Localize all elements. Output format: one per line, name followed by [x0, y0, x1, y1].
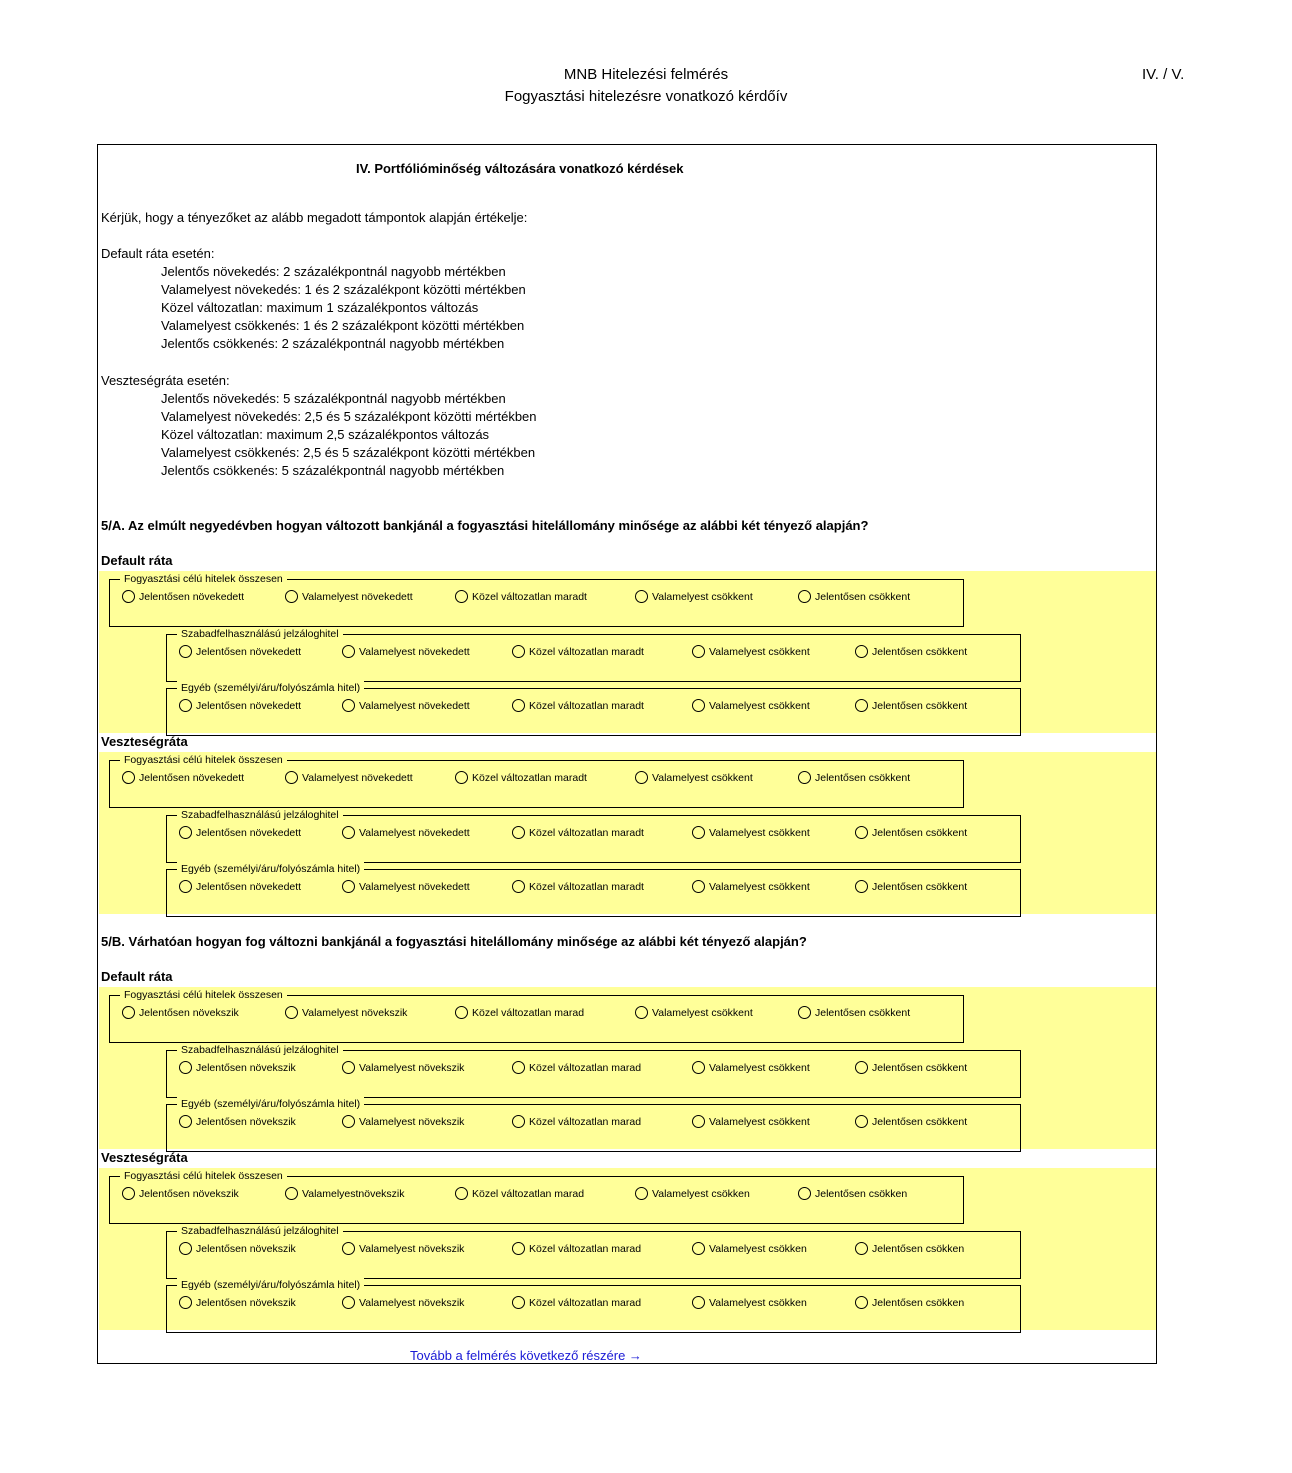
radio-slight-increase[interactable]: Valamelyest növekszik [285, 1006, 407, 1019]
radio-significant-decrease[interactable]: Jelentősen csökkent [798, 771, 910, 784]
group-legend: Szabadfelhasználású jelzáloghitel [177, 808, 343, 822]
q5a-default-group-mortgage [166, 628, 1021, 682]
radio-circle-icon[interactable] [855, 880, 868, 893]
radio-circle-icon[interactable] [798, 590, 811, 603]
loss-criteria-item: Jelentős növekedés: 5 százalékpontnál nagyobb mértékben [161, 391, 506, 406]
group-legend: Egyéb (személyi/áru/folyószámla hitel) [177, 1278, 364, 1292]
group-legend: Szabadfelhasználású jelzáloghitel [177, 627, 343, 641]
radio-slight-increase[interactable]: Valamelyest növekedett [342, 645, 470, 658]
radio-slight-increase[interactable]: Valamelyest növekszik [342, 1061, 464, 1074]
q5a-default-group-other [166, 682, 1021, 736]
radio-circle-icon[interactable] [512, 645, 525, 658]
radio-slight-decrease[interactable]: Valamelyest csökkent [692, 1061, 810, 1074]
group-legend: Fogyasztási célú hitelek összesen [120, 988, 287, 1002]
radio-slight-decrease[interactable]: Valamelyest csökkent [635, 771, 753, 784]
radio-circle-icon[interactable] [179, 699, 192, 712]
radio-circle-icon[interactable] [635, 771, 648, 784]
q5a-loss-group-other [166, 863, 1021, 917]
radio-unchanged[interactable]: Közel változatlan marad [512, 1296, 641, 1309]
q5a-loss-label: Veszteségráta [101, 734, 188, 749]
radio-slight-increase[interactable]: Valamelyest növekedett [342, 880, 470, 893]
radio-slight-decrease[interactable]: Valamelyest csökken [692, 1296, 807, 1309]
radio-circle-icon[interactable] [692, 880, 705, 893]
q5b-loss-label: Veszteségráta [101, 1150, 188, 1165]
radio-circle-icon[interactable] [855, 645, 868, 658]
default-criteria-item: Jelentős növekedés: 2 százalékpontnál nagyobb mértékben [161, 264, 506, 279]
radio-significant-increase[interactable]: Jelentősen növekszik [179, 1296, 296, 1309]
group-legend: Fogyasztási célú hitelek összesen [120, 1169, 287, 1183]
section-title: IV. Portfólióminőség változására vonatkozó kérdések [356, 161, 684, 176]
radio-circle-icon[interactable] [455, 1187, 468, 1200]
q5b-default-group-total [109, 989, 964, 1043]
loss-criteria-item: Közel változatlan: maximum 2,5 százalékpontos változás [161, 427, 490, 442]
survey-title: MNB Hitelezési felmérés [563, 66, 729, 83]
radio-circle-icon[interactable] [122, 1006, 135, 1019]
radio-unchanged[interactable]: Közel változatlan marad [455, 1006, 584, 1019]
radio-circle-icon[interactable] [855, 1061, 868, 1074]
q5b-default-band [99, 987, 1156, 1149]
radio-significant-decrease[interactable]: Jelentősen csökkent [855, 699, 967, 712]
radio-unchanged[interactable]: Közel változatlan maradt [455, 590, 587, 603]
radio-circle-icon[interactable] [855, 1242, 868, 1255]
radio-circle-icon[interactable] [342, 1061, 355, 1074]
radio-circle-icon[interactable] [342, 1296, 355, 1309]
radio-significant-decrease[interactable]: Jelentősen csökkent [798, 590, 910, 603]
radio-significant-increase[interactable]: Jelentősen növekedett [179, 826, 301, 839]
radio-significant-decrease[interactable]: Jelentősen csökkent [798, 1006, 910, 1019]
group-legend: Fogyasztási célú hitelek összesen [120, 753, 287, 767]
radio-circle-icon[interactable] [855, 826, 868, 839]
q5b-loss-band [99, 1168, 1156, 1330]
radio-circle-icon[interactable] [855, 1296, 868, 1309]
radio-slight-increase[interactable]: Valamelyest növekedett [342, 699, 470, 712]
radio-slight-decrease[interactable]: Valamelyest csökkent [635, 1006, 753, 1019]
q5a-loss-group-mortgage [166, 809, 1021, 863]
radio-circle-icon[interactable] [692, 699, 705, 712]
radio-circle-icon[interactable] [855, 699, 868, 712]
next-section-link[interactable]: Tovább a felmérés következő részére → [410, 1348, 642, 1363]
radio-significant-decrease[interactable]: Jelentősen csökken [855, 1242, 964, 1255]
radio-significant-increase[interactable]: Jelentősen növekedett [179, 880, 301, 893]
radio-significant-decrease[interactable]: Jelentősen csökkent [855, 1061, 967, 1074]
radio-circle-icon[interactable] [342, 699, 355, 712]
radio-unchanged[interactable]: Közel változatlan marad [455, 1187, 584, 1200]
default-criteria-item: Jelentős csökkenés: 2 százalékpontnál nagyobb mértékben [161, 336, 505, 351]
radio-unchanged[interactable]: Közel változatlan maradt [512, 880, 644, 893]
q5b-default-group-mortgage [166, 1044, 1021, 1098]
group-legend: Szabadfelhasználású jelzáloghitel [177, 1043, 343, 1057]
radio-unchanged[interactable]: Közel változatlan marad [512, 1242, 641, 1255]
radio-circle-icon[interactable] [455, 590, 468, 603]
radio-slight-decrease[interactable]: Valamelyest csökkent [692, 1115, 810, 1128]
radio-significant-increase[interactable]: Jelentősen növekedett [179, 645, 301, 658]
q5a-loss-band [99, 752, 1156, 914]
radio-circle-icon[interactable] [512, 1242, 525, 1255]
radio-circle-icon[interactable] [179, 1115, 192, 1128]
radio-significant-increase[interactable]: Jelentősen növekszik [179, 1242, 296, 1255]
radio-circle-icon[interactable] [692, 1242, 705, 1255]
radio-circle-icon[interactable] [635, 1006, 648, 1019]
question-5a: 5/A. Az elmúlt negyedévben hogyan változott bankjánál a fogyasztási hitelállomány minősége az alábbi két tényező alapján? [101, 518, 869, 533]
loss-criteria-item: Valamelyest csökkenés: 2,5 és 5 százalékpont közötti mértékben [161, 445, 536, 460]
radio-circle-icon[interactable] [455, 771, 468, 784]
radio-circle-icon[interactable] [512, 699, 525, 712]
page-number: IV. / V. [1142, 66, 1185, 83]
radio-circle-icon[interactable] [455, 1006, 468, 1019]
radio-circle-icon[interactable] [692, 1061, 705, 1074]
radio-circle-icon[interactable] [512, 826, 525, 839]
radio-circle-icon[interactable] [692, 645, 705, 658]
radio-circle-icon[interactable] [635, 1187, 648, 1200]
group-legend: Egyéb (személyi/áru/folyószámla hitel) [177, 862, 364, 876]
group-legend: Szabadfelhasználású jelzáloghitel [177, 1224, 343, 1238]
q5a-loss-group-total [109, 754, 964, 808]
radio-significant-increase[interactable]: Jelentősen növekedett [179, 699, 301, 712]
radio-slight-increase[interactable]: Valamelyest növekedett [285, 590, 413, 603]
radio-slight-increase[interactable]: Valamelyestnövekszik [285, 1187, 405, 1200]
radio-unchanged[interactable]: Közel változatlan marad [512, 1115, 641, 1128]
radio-circle-icon[interactable] [635, 590, 648, 603]
radio-unchanged[interactable]: Közel változatlan maradt [512, 645, 644, 658]
radio-circle-icon[interactable] [512, 880, 525, 893]
radio-circle-icon[interactable] [512, 1296, 525, 1309]
group-legend: Fogyasztási célú hitelek összesen [120, 572, 287, 586]
radio-circle-icon[interactable] [692, 1296, 705, 1309]
radio-significant-increase[interactable]: Jelentősen növekedett [122, 590, 244, 603]
radio-slight-decrease[interactable]: Valamelyest csökkent [692, 645, 810, 658]
radio-significant-increase[interactable]: Jelentősen növekszik [122, 1187, 239, 1200]
radio-slight-decrease[interactable]: Valamelyest csökkent [692, 880, 810, 893]
radio-circle-icon[interactable] [512, 1061, 525, 1074]
radio-circle-icon[interactable] [122, 590, 135, 603]
radio-significant-increase[interactable]: Jelentősen növekszik [179, 1115, 296, 1128]
radio-circle-icon[interactable] [342, 880, 355, 893]
q5a-default-group-total [109, 573, 964, 627]
radio-circle-icon[interactable] [285, 1006, 298, 1019]
radio-slight-increase[interactable]: Valamelyest növekszik [342, 1296, 464, 1309]
radio-significant-decrease[interactable]: Jelentősen csökken [855, 1296, 964, 1309]
radio-slight-decrease[interactable]: Valamelyest csökken [692, 1242, 807, 1255]
radio-slight-increase[interactable]: Valamelyest növekedett [342, 826, 470, 839]
radio-circle-icon[interactable] [512, 1115, 525, 1128]
radio-circle-icon[interactable] [122, 771, 135, 784]
radio-unchanged[interactable]: Közel változatlan marad [512, 1061, 641, 1074]
radio-circle-icon[interactable] [692, 826, 705, 839]
radio-circle-icon[interactable] [342, 1115, 355, 1128]
instructions: Kérjük, hogy a tényezőket az alább megadott támpontok alapján értékelje: [101, 210, 528, 225]
loss-criteria-item: Jelentős csökkenés: 5 százalékpontnál nagyobb mértékben [161, 463, 505, 478]
default-criteria-item: Valamelyest csökkenés: 1 és 2 százalékpont közötti mértékben [161, 318, 525, 333]
radio-circle-icon[interactable] [798, 771, 811, 784]
radio-slight-increase[interactable]: Valamelyest növekszik [342, 1115, 464, 1128]
radio-circle-icon[interactable] [285, 771, 298, 784]
radio-circle-icon[interactable] [342, 1242, 355, 1255]
radio-significant-decrease[interactable]: Jelentősen csökken [798, 1187, 907, 1200]
radio-slight-decrease[interactable]: Valamelyest csökkent [692, 699, 810, 712]
survey-subtitle: Fogyasztási hitelezésre vonatkozó kérdőív [504, 88, 788, 105]
radio-slight-decrease[interactable]: Valamelyest csökkent [692, 826, 810, 839]
radio-slight-increase[interactable]: Valamelyest növekedett [285, 771, 413, 784]
radio-circle-icon[interactable] [122, 1187, 135, 1200]
radio-circle-icon[interactable] [798, 1006, 811, 1019]
q5b-loss-group-total [109, 1170, 964, 1224]
survey-frame [97, 144, 1157, 1364]
default-criteria-item: Valamelyest növekedés: 1 és 2 százalékpont közötti mértékben [161, 282, 526, 297]
radio-significant-decrease[interactable]: Jelentősen csökkent [855, 645, 967, 658]
q5b-default-label: Default ráta [101, 969, 173, 984]
q5b-loss-group-other [166, 1279, 1021, 1333]
radio-significant-decrease[interactable]: Jelentősen csökkent [855, 880, 967, 893]
radio-significant-increase[interactable]: Jelentősen növekszik [179, 1061, 296, 1074]
group-legend: Egyéb (személyi/áru/folyószámla hitel) [177, 1097, 364, 1111]
radio-circle-icon[interactable] [179, 1061, 192, 1074]
radio-circle-icon[interactable] [179, 826, 192, 839]
loss-criteria-item: Valamelyest növekedés: 2,5 és 5 százalékpont közötti mértékben [161, 409, 537, 424]
q5a-default-label: Default ráta [101, 553, 173, 568]
radio-circle-icon[interactable] [179, 880, 192, 893]
radio-unchanged[interactable]: Közel változatlan maradt [455, 771, 587, 784]
q5b-loss-group-mortgage [166, 1225, 1021, 1279]
group-legend: Egyéb (személyi/áru/folyószámla hitel) [177, 681, 364, 695]
radio-circle-icon[interactable] [798, 1187, 811, 1200]
q5a-default-band [99, 571, 1156, 733]
radio-significant-increase[interactable]: Jelentősen növekszik [122, 1006, 239, 1019]
q5b-default-group-other [166, 1098, 1021, 1152]
radio-circle-icon[interactable] [179, 1242, 192, 1255]
radio-significant-decrease[interactable]: Jelentősen csökkent [855, 826, 967, 839]
radio-circle-icon[interactable] [285, 590, 298, 603]
radio-unchanged[interactable]: Közel változatlan maradt [512, 826, 644, 839]
radio-slight-decrease[interactable]: Valamelyest csökken [635, 1187, 750, 1200]
question-5b: 5/B. Várhatóan hogyan fog változni bankjánál a fogyasztási hitelállomány minősége az alábbi két tényező alapján? [101, 934, 807, 949]
radio-circle-icon[interactable] [692, 1115, 705, 1128]
radio-circle-icon[interactable] [342, 645, 355, 658]
radio-unchanged[interactable]: Közel változatlan maradt [512, 699, 644, 712]
default-rate-heading: Default ráta esetén: [101, 246, 215, 261]
radio-slight-increase[interactable]: Valamelyest növekszik [342, 1242, 464, 1255]
radio-significant-increase[interactable]: Jelentősen növekedett [122, 771, 244, 784]
radio-significant-decrease[interactable]: Jelentősen csökkent [855, 1115, 967, 1128]
radio-circle-icon[interactable] [179, 645, 192, 658]
radio-circle-icon[interactable] [285, 1187, 298, 1200]
radio-circle-icon[interactable] [342, 826, 355, 839]
default-criteria-item: Közel változatlan: maximum 1 százalékpontos változás [161, 300, 479, 315]
radio-circle-icon[interactable] [855, 1115, 868, 1128]
radio-slight-decrease[interactable]: Valamelyest csökkent [635, 590, 753, 603]
radio-circle-icon[interactable] [179, 1296, 192, 1309]
page-header [0, 64, 1292, 108]
loss-rate-heading: Veszteségráta esetén: [101, 373, 230, 388]
